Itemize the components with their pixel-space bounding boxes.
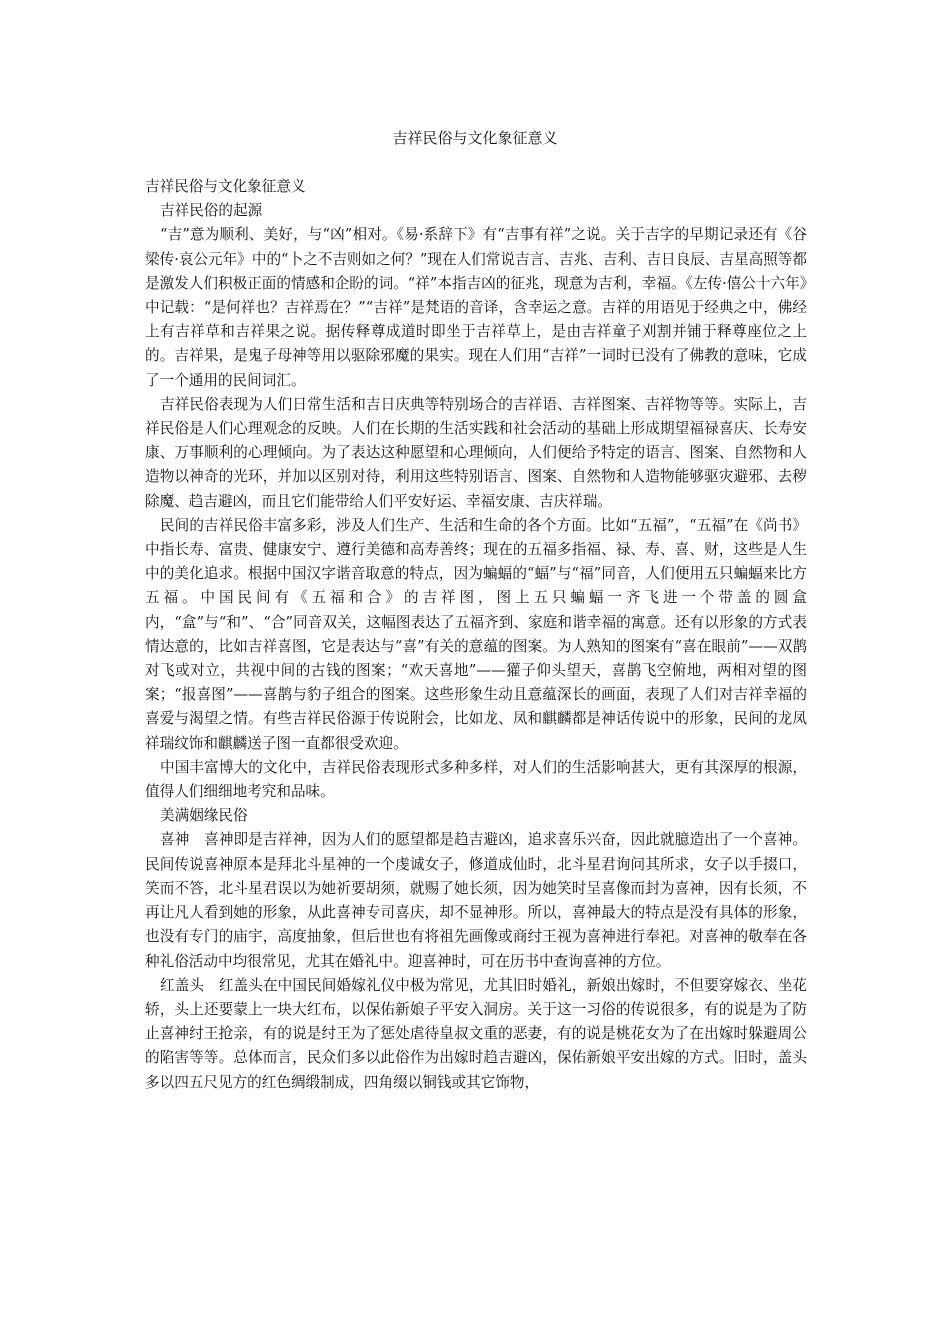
- paragraph: 吉祥民俗表现为人们日常生活和吉日庆典等特别场合的吉祥语、吉祥图案、吉祥物等等。实际上，吉祥民俗是人们心理观念的反映。人们在长期的生活实践和社会活动的基础上形成期望福禄喜庆、长寿安康、万事顺利的心理倾向。为了表达这种愿望和心理倾向，人们便给予特定的语言、图案、自然物和人造物以神奇的光环，并加以区别对待，利用这些特别语言、图案、自然物和人造物能够驱灾避邪、去秽除魔、趋吉避凶，而且它们能带给人们平安好运、幸福安康、吉庆祥瑞。: [145, 395, 807, 510]
- section-heading: 美满姻缘民俗: [160, 807, 248, 825]
- paragraph: 喜神 喜神即是吉祥神，因为人们的愿望都是趋吉避凶，追求喜乐兴奋，因此就臆造出了一个喜神。民间传说喜神原本是拜北斗星神的一个虔诚女子，修道成仙时，北斗星君询问其所求，女子以手掇口，笑而不答，北斗星君误以为她祈要胡须，就赐了她长须，因为她笑时呈喜像而封为喜神，因有长须，不再让凡人看到她的形象，从此喜神专司喜庆，却不显神形。所以，喜神最大的特点是没有具体的形象，也没有专门的庙宇，高度抽象，但后世也有将祖先画像或商纣王视为喜神进行奉祀。对喜神的敬奉在各种礼俗活动中均很常见，尤其在婚礼中。迎喜神时，可在历书中查询喜神的方位。: [145, 831, 807, 970]
- paragraph: 民间的吉祥民俗丰富多彩，涉及人们生产、生活和生命的各个方面。比如“五福”，“五福”在《尚书》中指长寿、富贵、健康安宁、遵行美德和高寿善终；现在的五福多指福、禄、寿、喜、财，这些是人生中的美化追求。根据中国汉字谐音取意的特点，因为蝙蝠的“蝠”与“福”同音，人们便用五只蝙蝠来比方五福。中国民间有《五福和合》的吉祥图，图上五只蝙蝠一齐飞进一个带盖的圆盒内，“盒”与“和”、“合”同音双关，这幅图表达了五福齐到、家庭和谐幸福的寓意。还有以形象的方式表情达意的，比如吉祥喜图，它是表达与“喜”有关的意蕴的图案。为人熟知的图案有“喜在眼前”——双鹊对飞或对立，共视中间的古钱的图案；“欢天喜地”——獾子仰头望天，喜鹊飞空俯地，两相对望的图案；“报喜图”——喜鹊与豹子组合的图案。这些形象生动且意蕴深长的画面，表现了人们对吉祥幸福的喜爱与渴望之情。有些吉祥民俗源于传说附会，比如龙、凤和麒麟都是神话传说中的形象，民间的龙凤祥瑞纹饰和麒麟送子图一直都很受欢迎。: [145, 516, 807, 752]
- document-subtitle: 吉祥民俗与文化象征意义: [145, 178, 306, 195]
- paragraph: 中国丰富博大的文化中，吉祥民俗表现形式多种多样，对人们的生活影响甚大，更有其深厚的根源，值得人们细细地考究和品味。: [145, 758, 807, 801]
- paragraph: 红盖头 红盖头在中国民间婚嫁礼仪中极为常见，尤其旧时婚礼，新娘出嫁时，不但要穿嫁衣、坐花轿，头上还要蒙上一块大红布，以保佑新娘子平安入洞房。关于这一习俗的传说很多，有的说是为了防止喜神纣王抢亲，有的说是纣王为了惩处虐待皇叔文重的恶妻，有的说是桃花女为了在出嫁时躲避周公的陷害等等。总体而言，民众们多以此俗作为出嫁时趋吉避凶，保佑新娘平安出嫁的方式。旧时，盖头多以四五尺见方的红色绸缎制成，四角缀以铜钱或其它饰物，: [145, 976, 807, 1091]
- section-heading: 吉祥民俗的起源: [160, 202, 263, 220]
- document-title: 吉祥民俗与文化象征意义: [392, 129, 558, 147]
- document-body: [145, 175, 807, 1095]
- paragraph: “吉”意为顺利、美好，与“凶”相对。《易·系辞下》有“吉事有祥”之说。关于吉字的早期记录还有《谷梁传·哀公元年》中的“卜之不吉则如之何？”现在人们常说吉言、吉兆、吉利、吉日良辰、吉星高照等都是激发人们积极正面的情感和企盼的词。“祥”本指吉凶的征兆，现意为吉利，幸福。《左传·僖公十六年》中记载：“是何祥也？吉祥焉在？”“吉祥”是梵语的音译，含幸运之意。吉祥的用语见于经典之中，佛经上有吉祥草和吉祥果之说。据传释尊成道时即坐于吉祥草上，是由吉祥童子刈割并铺于释尊座位之上的。吉祥果，是鬼子母神等用以驱除邪魔的果实。现在人们用“吉祥”一词时已没有了佛教的意味，它成了一个通用的民间词汇。: [145, 226, 807, 389]
